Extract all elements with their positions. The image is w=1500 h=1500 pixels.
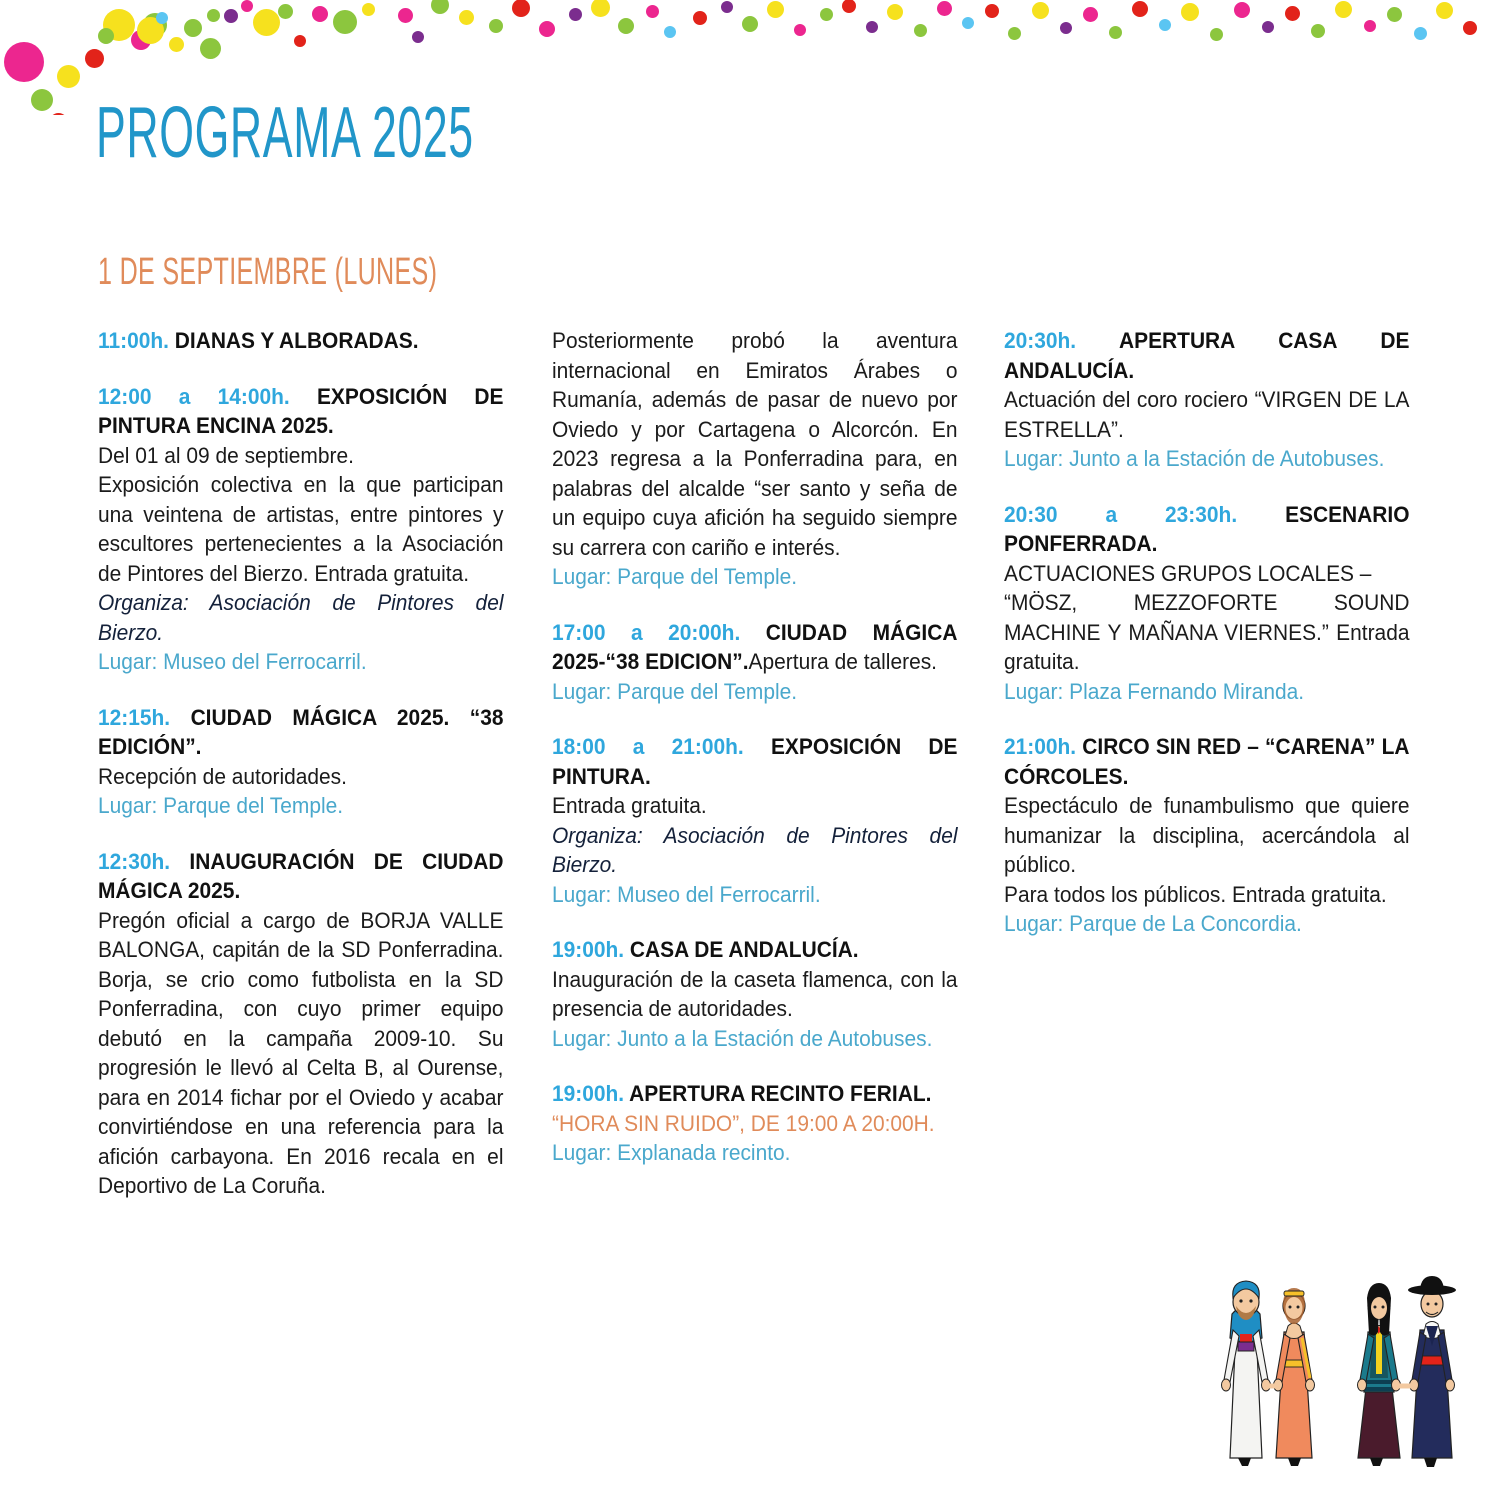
confetti-dot <box>1234 2 1250 18</box>
confetti-dot <box>512 0 530 17</box>
entry-title: CIUDAD MÁGICA 2025. “38 EDICIÓN”. <box>98 704 504 759</box>
figure-man-navy <box>1408 1276 1456 1467</box>
confetti-dot <box>1132 1 1148 17</box>
confetti-dot <box>1311 24 1325 38</box>
confetti-dot <box>312 6 328 22</box>
entry-line-body: “MÖSZ, MEZZOFORTE SOUND MACHINE Y MAÑANA VIERNES.” Entrada gratuita. <box>1004 590 1410 674</box>
entry-heading <box>552 732 957 791</box>
entry-line-lugar: Lugar: Explanada recinto. <box>552 1140 791 1165</box>
entry-title-suffix: Apertura de talleres. <box>748 649 937 674</box>
program-entry[interactable] <box>552 618 958 707</box>
program-entry[interactable] <box>1004 326 1410 474</box>
confetti-dot <box>85 49 104 68</box>
confetti-dot <box>224 9 238 23</box>
confetti-dot <box>1414 27 1427 40</box>
entry-line-body: Exposición colectiva en la que participan una veintena de artistas, entre pintores y escultores pertenecientes a la Asociación de Pintores del Bierzo. Entrada gratuita. <box>98 472 504 586</box>
confetti-dot <box>169 37 184 52</box>
entry-heading <box>98 326 503 356</box>
confetti-dot <box>820 8 833 21</box>
figure-woman-teal <box>1358 1283 1401 1466</box>
confetti-dot <box>459 10 474 25</box>
figure-lady-orange <box>1274 1288 1315 1466</box>
confetti-dot <box>646 5 659 18</box>
confetti-dot <box>914 24 927 37</box>
confetti-dot <box>866 21 878 33</box>
entry-line-body: Posteriormente probó la aventura internacional en Emiratos Árabes o Rumanía, además de pasar de nuevo por Oviedo y por Cartagena o Alcorcón. En 2023 regresa a la Ponferradina para, en palabras del alcalde “ser santo y seña de un equipo cuya afición ha seguido siempre su carrera con cariño e interés. <box>552 328 958 560</box>
confetti-dot <box>1335 1 1352 18</box>
confetti-dot <box>937 1 952 16</box>
entry-title: EXPOSICIÓN DE PINTURA ENCINA 2025. <box>98 383 504 438</box>
confetti-dot <box>57 65 80 88</box>
confetti-dot <box>962 17 974 29</box>
entry-line-body: Entrada gratuita. <box>552 793 707 818</box>
entry-heading <box>1004 732 1409 791</box>
confetti-dot <box>253 9 280 36</box>
entry-line-lugar: Lugar: Junto a la Estación de Autobuses. <box>552 1025 933 1051</box>
entry-heading <box>552 1079 957 1109</box>
entry-time: 17:00 a 20:00h. <box>552 619 766 645</box>
confetti-dot <box>362 3 375 16</box>
confetti-dot <box>398 8 413 23</box>
entry-title: CIUDAD MÁGICA 2025-“38 EDICION”. <box>552 619 958 674</box>
entry-line-lugar: Lugar: Parque del Temple. <box>552 678 798 704</box>
confetti-dot <box>278 4 293 19</box>
program-entry[interactable] <box>1004 732 1410 939</box>
confetti-dot <box>1032 2 1049 19</box>
entry-line-body: Espectáculo de funambulismo que quiere humanizar la disciplina, acercándola al público. <box>1004 793 1410 877</box>
program-entry[interactable] <box>98 847 504 1201</box>
confetti-dot <box>664 26 676 38</box>
confetti-dot <box>207 9 220 22</box>
program-column-2 <box>552 326 958 1168</box>
confetti-dot <box>184 19 202 37</box>
confetti-dot <box>98 28 114 44</box>
confetti-dot <box>1387 7 1402 22</box>
confetti-dot <box>569 8 582 21</box>
entry-line-body: Inauguración de la caseta flamenca, con la presencia de autoridades. <box>552 966 958 1021</box>
confetti-dot <box>742 16 758 32</box>
entry-line-organiza: Organiza: Asociación de Pintores del Bierzo. <box>552 822 958 877</box>
confetti-dot <box>721 1 733 13</box>
entry-heading <box>98 703 503 762</box>
entry-heading <box>552 935 957 965</box>
entry-title: CIRCO SIN RED – “CARENA” LA CÓRCOLES. <box>1004 734 1410 789</box>
confetti-dot <box>1109 26 1122 39</box>
entry-title: ESCENARIO PONFERRADA. <box>1004 501 1410 556</box>
entry-line-lugar: Lugar: Parque de La Concordia. <box>1004 911 1302 936</box>
entry-title: DIANAS Y ALBORADAS. <box>174 328 419 353</box>
entry-title: EXPOSICIÓN DE PINTURA. <box>552 734 958 789</box>
entry-line-lugar: Lugar: Museo del Ferrocarril. <box>552 881 821 907</box>
confetti-dot <box>842 0 856 13</box>
confetti-dot <box>618 18 634 34</box>
confetti-dot <box>1008 27 1021 40</box>
confetti-dot <box>1083 7 1098 22</box>
confetti-dot <box>156 12 168 24</box>
entry-time: 20:30h. <box>1004 328 1120 353</box>
entry-line-organiza: Organiza: Asociación de Pintores del Bierzo. <box>98 590 504 645</box>
program-entry[interactable] <box>552 326 958 592</box>
entry-line-lugar: Lugar: Plaza Fernando Miranda. <box>1004 678 1305 704</box>
program-entry[interactable] <box>98 703 504 821</box>
entry-time: 19:00h. <box>552 1081 630 1106</box>
confetti-dot <box>1436 2 1453 19</box>
confetti-dot <box>887 4 903 20</box>
program-column-3 <box>1004 326 1410 939</box>
confetti-dot <box>591 0 610 17</box>
confetti-dot <box>200 38 221 59</box>
program-column-1 <box>98 326 504 1201</box>
confetti-dot <box>794 24 806 36</box>
entry-line-body: Pregón oficial a cargo de BORJA VALLE BALONGA, capitán de la SD Ponferradina. Borja, se crio como futbolista en la SD Ponferradina, con cuyo primer equipo debutó en la campaña 2009-10. Su progresión le llevó al Celta B, al Ourense, para en 2014 fichar por el Oviedo y acabar convirtiéndose en una referencia para la afición carbayona. En 2016 recala en el Deportivo de La Coruña. <box>98 907 504 1198</box>
program-entry[interactable] <box>552 1079 958 1168</box>
day-heading: 1 DE SEPTIEMBRE (LUNES) <box>98 251 438 293</box>
entry-line-lugar: Lugar: Museo del Ferrocarril. <box>98 649 367 674</box>
entry-line-lugar: Lugar: Parque del Temple. <box>552 564 798 589</box>
confetti-dot <box>4 42 44 82</box>
program-entry[interactable] <box>98 382 504 677</box>
entry-time: 12:30h. <box>98 848 190 874</box>
entry-line-body: Para todos los públicos. Entrada gratuita. <box>1004 881 1387 907</box>
confetti-dot <box>333 10 357 34</box>
entry-title: CASA DE ANDALUCÍA. <box>629 937 859 962</box>
confetti-dot <box>31 89 53 111</box>
entry-line-hora-ruido: “HORA SIN RUIDO”, DE 19:00 A 20:00H. <box>552 1110 935 1136</box>
confetti-dot <box>1285 6 1300 21</box>
confetti-dot <box>241 0 253 12</box>
entry-line-lugar: Lugar: Parque del Temple. <box>98 793 344 818</box>
confetti-dot <box>1159 19 1171 31</box>
entry-time: 11:00h. <box>98 328 175 353</box>
entry-heading <box>98 847 503 906</box>
confetti-dot <box>1262 21 1274 33</box>
entry-title: APERTURA RECINTO FERIAL. <box>629 1081 932 1106</box>
entry-heading <box>1004 500 1409 559</box>
entry-time: 12:00 a 14:00h. <box>98 383 317 409</box>
confetti-dot <box>767 1 784 18</box>
entry-time: 21:00h. <box>1004 734 1083 759</box>
program-entry[interactable] <box>552 935 958 1053</box>
entry-time: 18:00 a 21:00h. <box>552 734 771 759</box>
confetti-dot <box>412 31 424 43</box>
confetti-dot <box>49 113 68 116</box>
confetti-dot <box>1210 28 1223 41</box>
entry-time: 20:30 a 23:30h. <box>1004 501 1286 527</box>
program-entry[interactable] <box>1004 500 1410 707</box>
confetti-dot <box>1181 3 1199 21</box>
entry-time: 12:15h. <box>98 704 191 730</box>
program-entry[interactable] <box>98 326 504 356</box>
figure-pilgrim-man <box>1222 1281 1271 1466</box>
entry-line-body: Recepción de autoridades. <box>98 763 347 789</box>
entry-time: 19:00h. <box>552 937 630 962</box>
entry-heading <box>1004 326 1409 385</box>
entry-title: APERTURA CASA DE ANDALUCÍA. <box>1004 328 1410 383</box>
confetti-dot <box>431 0 449 14</box>
page-title: PROGRAMA 2025 <box>96 93 474 173</box>
confetti-dot <box>539 21 555 37</box>
confetti-dot <box>489 19 503 33</box>
program-entry[interactable] <box>552 732 958 909</box>
entry-line-body: Del 01 al 09 de septiembre. <box>98 442 354 468</box>
folk-costume-figures-illustration <box>1196 1268 1486 1483</box>
entry-line-lugar: Lugar: Junto a la Estación de Autobuses. <box>1004 446 1385 471</box>
confetti-dot <box>693 11 707 25</box>
confetti-dot <box>1463 21 1477 35</box>
entry-heading <box>98 382 503 441</box>
entry-line-body: Actuación del coro rociero “VIRGEN DE LA ESTRELLA”. <box>1004 387 1410 442</box>
entry-line-body: ACTUACIONES GRUPOS LOCALES – <box>1004 560 1372 586</box>
confetti-dot <box>1060 22 1072 34</box>
entry-heading <box>552 618 957 677</box>
confetti-dot <box>1364 20 1376 32</box>
entry-title: INAUGURACIÓN DE CIUDAD MÁGICA 2025. <box>98 848 504 903</box>
confetti-dot <box>985 4 999 18</box>
confetti-dot <box>294 35 306 47</box>
